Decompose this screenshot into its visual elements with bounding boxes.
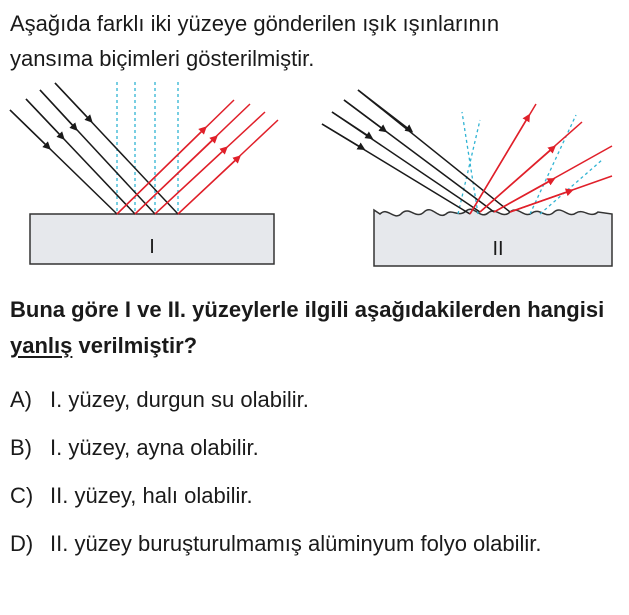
option-b-text: I. yüzey, ayna olabilir. <box>50 435 259 460</box>
question-part-1: Buna göre I ve II. yüzeylerle ilgili aşağıdakilerden hangisi <box>10 297 605 322</box>
surface-2 <box>374 209 612 266</box>
intro-text <box>10 6 622 76</box>
option-c-text: II. yüzey, halı olabilir. <box>50 483 253 508</box>
option-b-letter: B) <box>10 435 32 460</box>
option-c-letter: C) <box>10 483 34 508</box>
surface-1-label: I <box>149 236 155 258</box>
surface-1 <box>30 214 274 264</box>
question-underlined-word: yanlış <box>10 333 73 358</box>
reflection-figure <box>0 78 629 278</box>
surface-2-label: II <box>492 238 504 260</box>
option-a-letter: A) <box>10 387 32 412</box>
answer-options <box>10 384 622 576</box>
option-d-text: II. yüzey buruşturulmamış alüminyum folyo olabilir. <box>50 531 542 556</box>
option-b[interactable] <box>10 432 622 464</box>
intro-line-2: yansıma biçimleri gösterilmiştir. <box>10 46 315 71</box>
surface-1-reflected-rays <box>117 100 278 214</box>
option-c[interactable] <box>10 480 622 512</box>
option-a[interactable] <box>10 384 622 416</box>
surface-1-incident-rays <box>10 83 178 214</box>
option-a-text: I. yüzey, durgun su olabilir. <box>50 387 309 412</box>
surface-1-normals <box>117 82 178 214</box>
question-part-2: verilmiştir? <box>72 333 198 358</box>
option-d[interactable] <box>10 528 622 560</box>
question-text <box>10 292 622 364</box>
option-d-letter: D) <box>10 531 34 556</box>
intro-line-1: Aşağıda farklı iki yüzeye gönderilen ışık ışınlarının <box>10 11 500 36</box>
